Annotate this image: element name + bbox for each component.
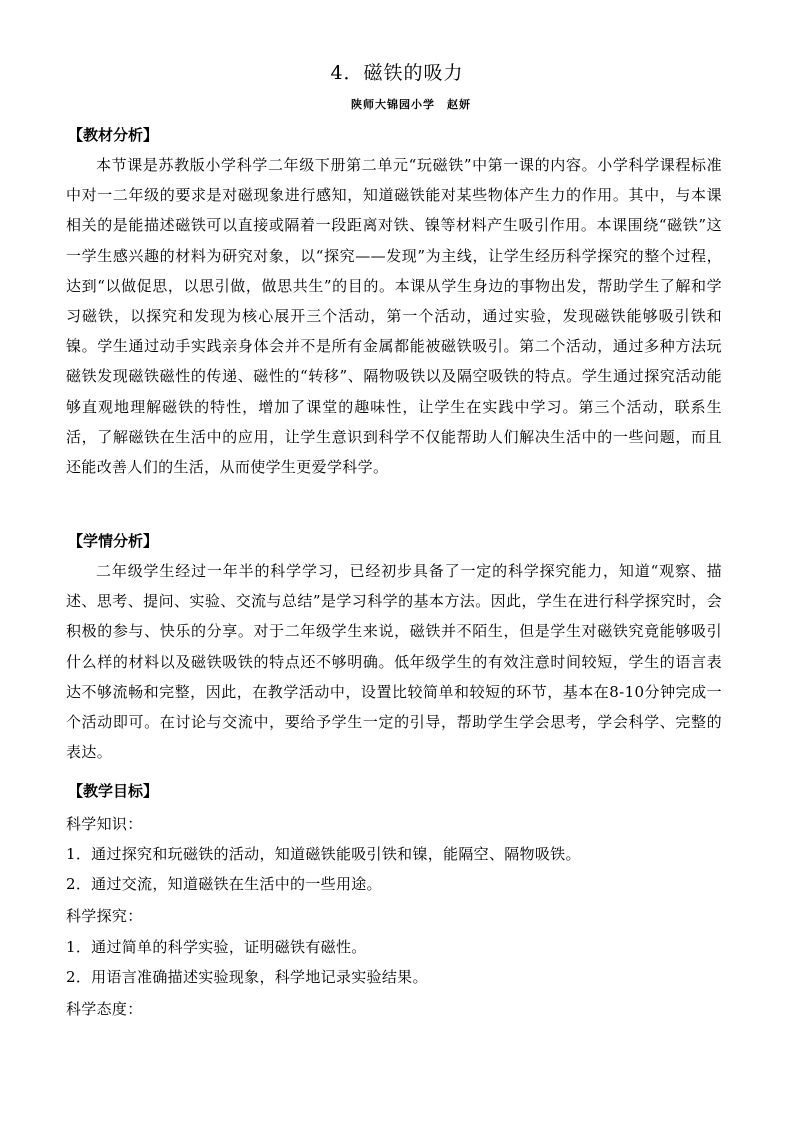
goal-knowledge-item-1: 1．通过探究和玩磁铁的活动，知道磁铁能吸引铁和镍，能隔空、隔物吸铁。 xyxy=(66,845,581,863)
goal-knowledge-label: 科学知识： xyxy=(66,815,143,833)
goal-inquiry-item-2: 2．用语言准确描述实验现象，科学地记录实验结果。 xyxy=(66,968,428,986)
document-title: 4．磁铁的吸力 xyxy=(330,62,464,84)
goal-inquiry-item-1: 1．通过简单的科学实验，证明磁铁有磁性。 xyxy=(66,938,367,956)
paragraph-textbook-analysis: 本节课是苏教版小学科学二年级下册第二单元“玩磁铁”中第一课的内容。小学科学课程标准中对一二年级的要求是对磁现象进行感知，知道磁铁能对某些物体产生力的作用。其中，与本课相关的是能描述磁铁可以直接或隔着一段距离对铁、镍等材料产生吸引作用。本课围绕“磁铁”这一学生感兴趣的材料为研究对象，以“探究——发现”为主线，让学生经历科学探究的整个过程，达到“以做促思，以思引做，做思共生”的目的。本课从学生身边的事物出发，帮助学生了解和学习磁铁，以探究和发现为核心展开三个活动，第一个活动，通过实验，发现磁铁能够吸引铁和镍。学生通过动手实践亲身体会并不是所有金属都能被磁铁吸引。第二个活动，通过多种方法玩磁铁发现磁铁磁性的传递、磁性的“转移”、隔物吸铁以及隔空吸铁的特点。学生通过探究活动能够直观地理解磁铁的特性，增加了课堂的趣味性，让学生在实践中学习。第三个活动，联系生活，了解磁铁在生活中的应用，让学生意识到科学不仅能帮助人们解决生活中的一些问题，而且还能改善人们的生活，从而使学生更爱学科学。 xyxy=(66,156,722,477)
heading-teaching-goals: 【教学目标】 xyxy=(68,782,159,800)
goal-inquiry-label: 科学探究： xyxy=(66,907,143,925)
heading-student-analysis: 【学情分析】 xyxy=(68,532,159,550)
heading-textbook-analysis: 【教材分析】 xyxy=(68,126,159,144)
goal-knowledge-item-2: 2．通过交流，知道磁铁在生活中的一些用途。 xyxy=(66,875,382,893)
goal-attitude-label: 科学态度： xyxy=(66,1000,143,1018)
paragraph-student-analysis: 二年级学生经过一年半的科学学习，已经初步具备了一定的科学探究能力，知道“观察、描述、思考、提问、实验、交流与总结”是学习科学的基本方法。因此，学生在进行科学探究时，会积极的参与、快乐的分享。对于二年级学生来说，磁铁并不陌生，但是学生对磁铁究竟能够吸引什么样的材料以及磁铁吸铁的特点还不够明确。低年级学生的有效注意时间较短，学生的语言表达不够流畅和完整，因此，在教学活动中，设置比较简单和较短的环节，基本在8-10分钟完成一个活动即可。在讨论与交流中，要给予学生一定的引导，帮助学生学会思考，学会科学、完整的表达。 xyxy=(66,562,722,762)
author-line: 陕师大锦园小学 赵妍 xyxy=(351,98,471,111)
